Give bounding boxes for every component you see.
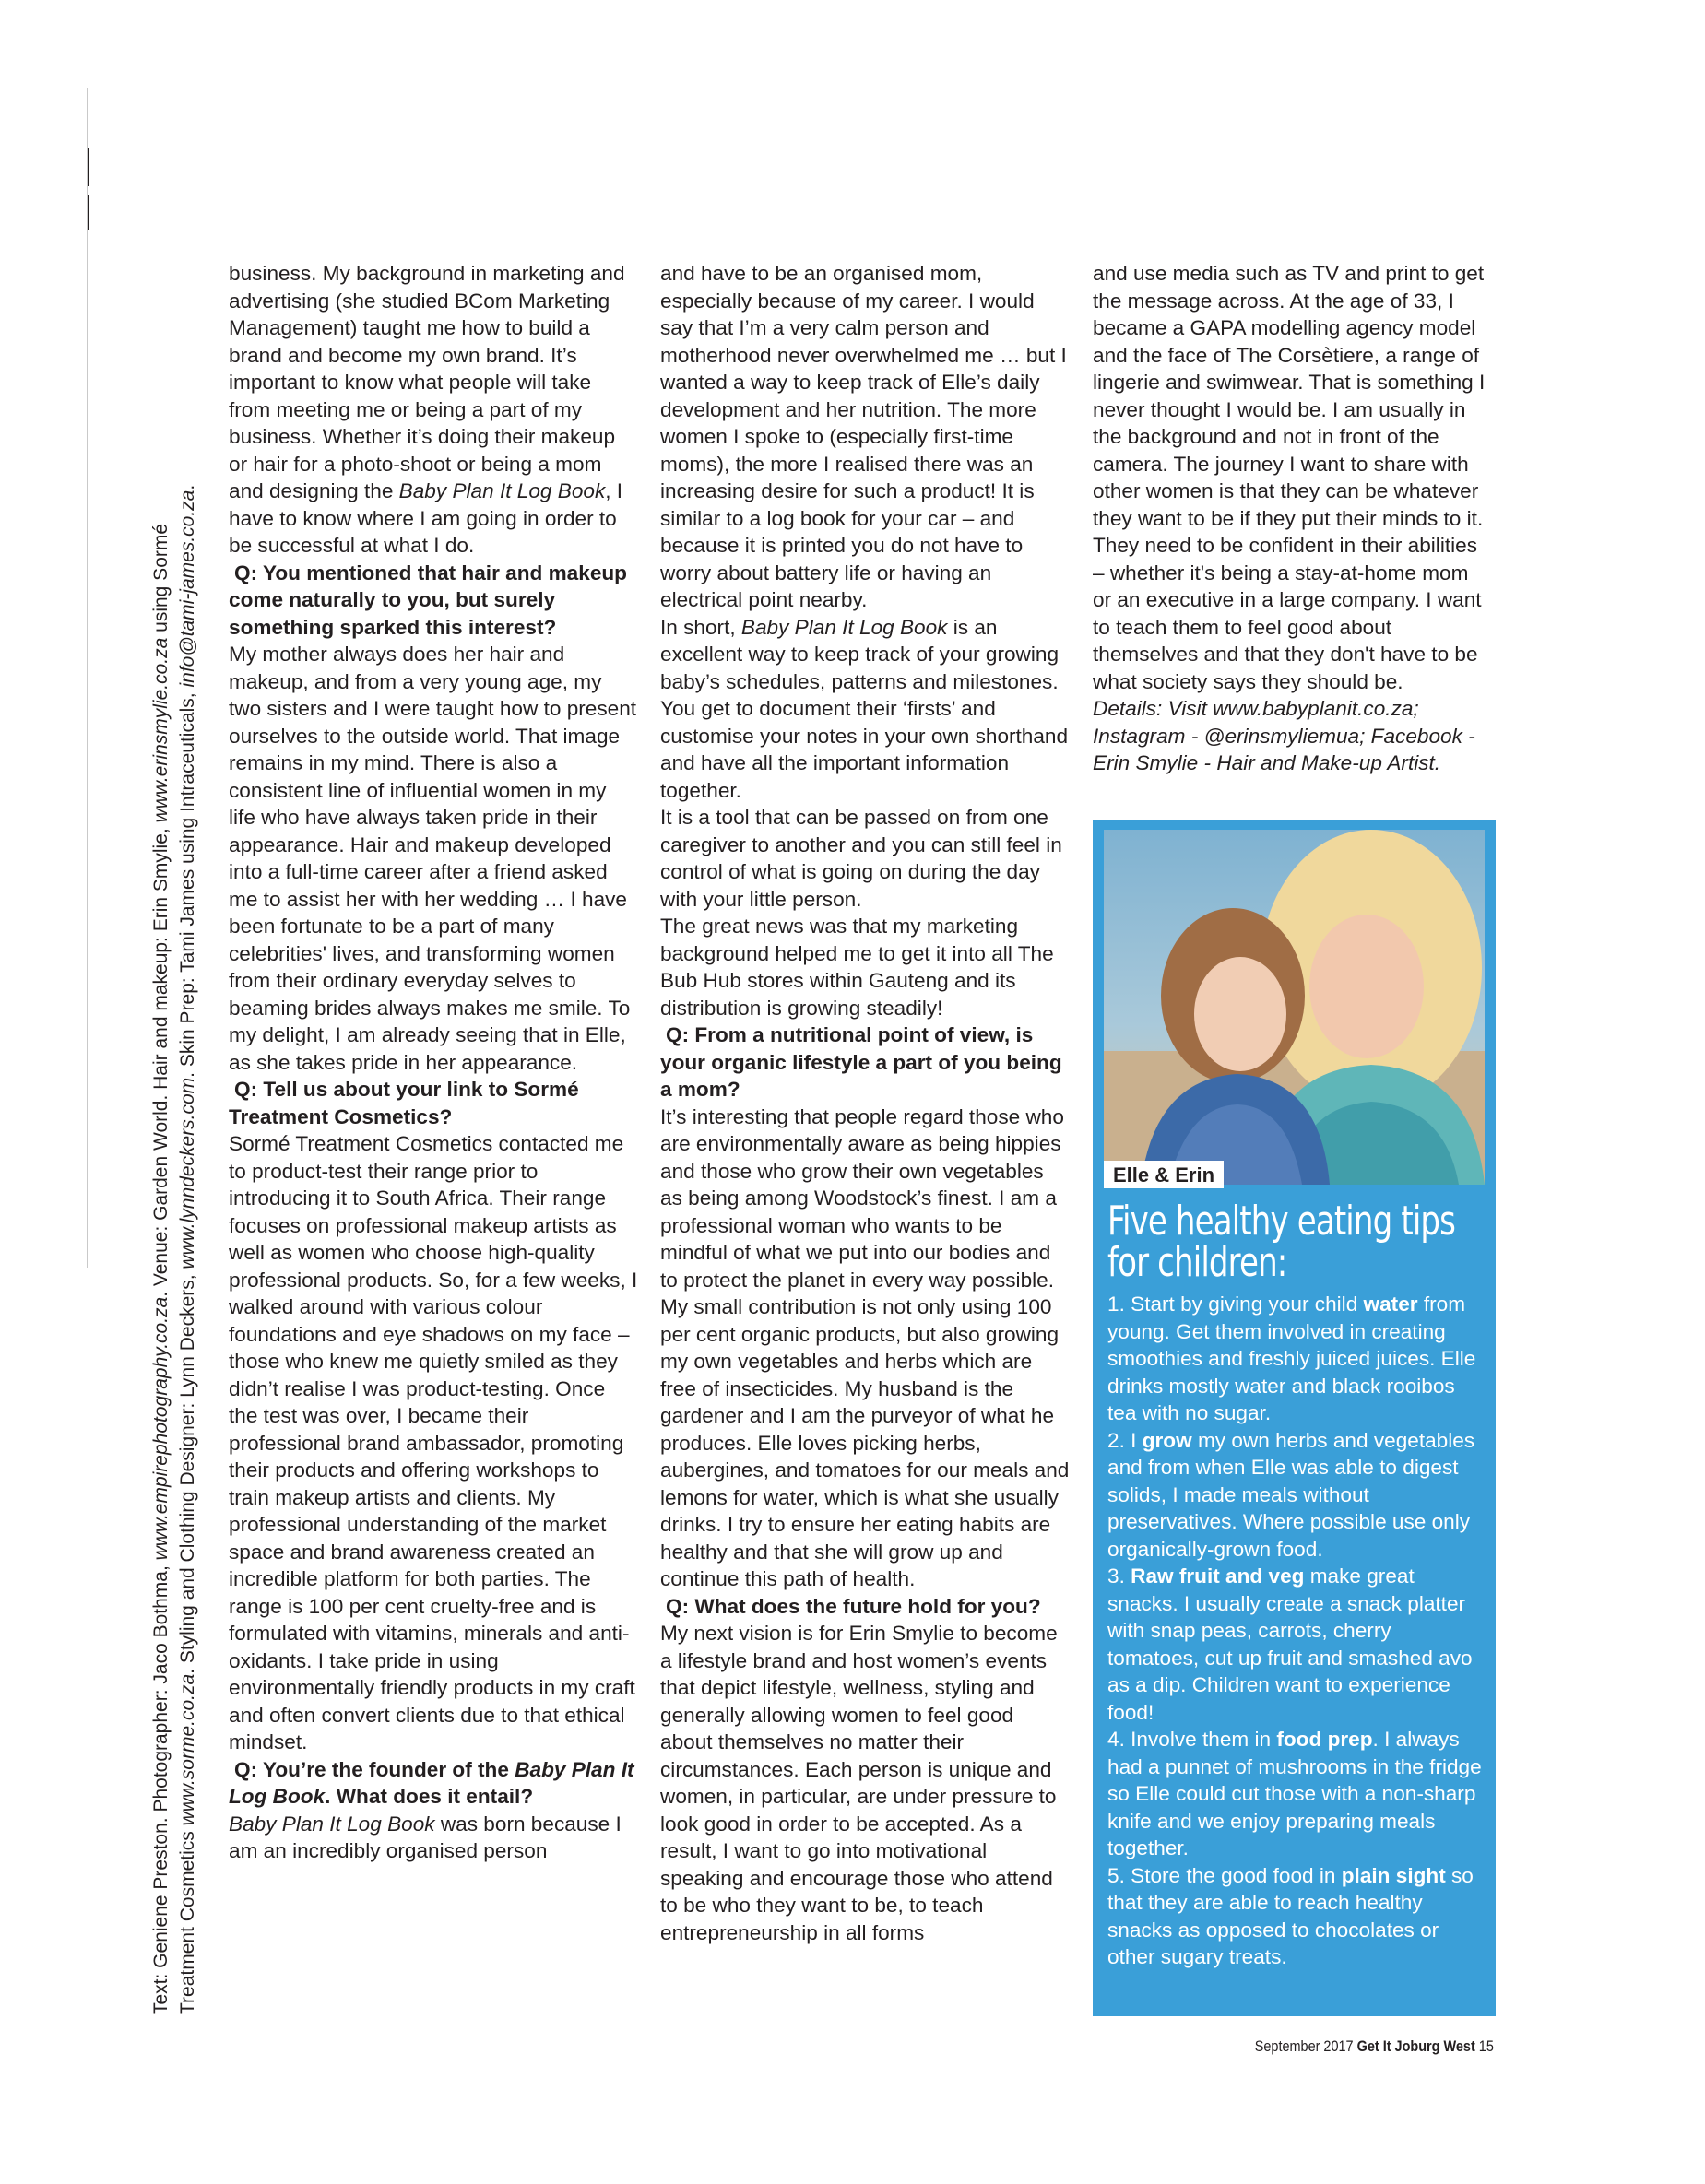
- article-column-3: [1093, 260, 1489, 777]
- question-heading: Q: Tell us about your link to Sormé Treatment Cosmetics?: [229, 1078, 579, 1128]
- paragraph: It is a tool that can be passed on from one caregiver to another and you can still feel in control of what is going on during the day with your little person.: [660, 806, 1062, 911]
- mother-daughter-photo: [1104, 830, 1485, 1185]
- question-heading: Q: What does the future hold for you?: [666, 1594, 1041, 1618]
- tip-item: 1. Start by giving your child water from young. Get them involved in creating smoothies and freshly juiced juices. Elle drinks mostly water and black rooibos tea with no sugar.: [1107, 1293, 1476, 1424]
- photo-credits: [148, 263, 201, 2014]
- credits-line-1: Text: Geniene Preston. Photographer: Jaco Bothma, www.empirephotography.co.za. Venue: Garden World. Hair and makeup: Erin Smylie, www.erinsmylie.co.za using Sormé: [150, 523, 172, 2014]
- paragraph: and use media such as TV and print to get the message across. At the age of 33, I became a GAPA modelling agency model and the face of The Corsètiere, a range of lingerie and swimwear. That is something I never thought I would be. I am usually in the background and not in front of the camera. The journey I want to share with other women is that they can be whatever they want to be if they put their minds to it. They need to be confident in their abilities – whether it's being a stay-at-home mom or an executive in a large company. I want to teach them to feel good about themselves and that they don't have to be what society says they should be.: [1093, 262, 1486, 693]
- credits-line-2: Treatment Cosmetics www.sorme.co.za. Styling and Clothing Designer: Lynn Deckers, www.lynndeckers.com. Skin Prep: Tami James using Intraceuticals, info@tami-james.co.za.: [177, 484, 198, 2014]
- question-heading: Q: You’re the founder of the Baby Plan It Log Book. What does it entail?: [229, 1757, 634, 1808]
- details-text: Details: Visit www.babyplanit.co.za; Instagram - @erinsmyliemua; Facebook - Erin Smylie - Hair and Make-up Artist.: [1093, 697, 1475, 774]
- paragraph: My mother always does her hair and makeup, and from a very young age, my two sisters and I were taught how to present ourselves to the outside world. That image remains in my mind. There is also a consistent line of influential women in my life who have always taken pride in their appearance. Hair and makeup developed into a full-time career after a friend asked me to assist her with her wedding … I have been fortunate to be a part of many celebrities' lives, and transforming women from their ordinary everyday selves to beaming brides always makes me smile. To my delight, I am already seeing that in Elle, as she takes pride in her appearance.: [229, 643, 637, 1074]
- sidebar-title: Five healthy eating tips for children:: [1107, 1198, 1456, 1286]
- tips-list: [1107, 1291, 1486, 1971]
- tip-item: 2. I grow my own herbs and vegetables and from when Elle was able to digest solids, I made meals without preservatives. Where possible use only organically-grown food.: [1107, 1428, 1475, 1561]
- question-heading: Q: You mentioned that hair and makeup come naturally to you, but surely something sparked this interest?: [229, 561, 627, 639]
- page-footer: September 2017 Get It Joburg West 15: [1254, 2037, 1494, 2055]
- tip-item: 4. Involve them in food prep. I always had a punnet of mushrooms in the fridge so Elle could cut those with a non-sharp knife and we enjoy preparing meals together.: [1107, 1728, 1482, 1859]
- tips-sidebar: [1093, 820, 1496, 2016]
- edge-line: [87, 88, 88, 1268]
- paragraph: Baby Plan It Log Book was born because I am an incredibly organised person: [229, 1812, 622, 1862]
- paragraph: My next vision is for Erin Smylie to become a lifestyle brand and host women’s events that depict lifestyle, wellness, styling and generally allowing women to feel good about themselves no matter their circumstances. Each person is unique and women, in particular, are under pressure to look good in order to be accepted. As a result, I want to go into motivational speaking and encourage those who attend to be who they want to be, to teach entrepreneurship in all forms: [660, 1622, 1058, 1944]
- page-number: 15: [1474, 2037, 1494, 2055]
- article-column-1: [229, 260, 638, 1865]
- photo-caption: Elle & Erin: [1104, 1161, 1224, 1188]
- paragraph: In short, Baby Plan It Log Book is an excellent way to keep track of your growing baby’s schedules, patterns and milestones. You get to document their ‘firsts’ and customise your notes in your own shorthand and have all the important information together.: [660, 615, 1069, 802]
- tip-item: 5. Store the good food in plain sight so that they are able to reach healthy snacks as opposed to chocolates or other sugary treats.: [1107, 1863, 1474, 1968]
- photo-illustration: [1104, 830, 1485, 1185]
- paragraph: and have to be an organised mom, especially because of my career. I would say that I’m a very calm person and motherhood never overwhelmed me … but I wanted a way to keep track of Elle’s daily development and her nutrition. The more women I spoke to (especially first-time moms), the more I realised there was an increasing desire for such a product! It is similar to a log book for your car – and because it is printed you do not have to worry about battery life or having an electrical point nearby.: [660, 262, 1067, 611]
- tip-item: 3. Raw fruit and veg make great snacks. I usually create a snack platter with snap peas, carrots, cherry tomatoes, cut up fruit and smashed avo as a dip. Children want to experience food!: [1107, 1564, 1473, 1724]
- paragraph: It’s interesting that people regard those who are environmentally aware as being hippies and those who grow their own vegetables as being among Woodstock’s finest. I am a professional woman who wants to be mindful of what we put into our bodies and to protect the planet in every way possible. My small contribution is not only using 100 per cent organic products, but also growing my own vegetables and herbs which are free of insecticides. My husband is the gardener and I am the purveyor of what he produces. Elle loves picking herbs, aubergines, and tomatoes for our meals and lemons for water, which is what she usually drinks. I try to ensure her eating habits are healthy and that she will grow up and continue this path of health.: [660, 1104, 1070, 1590]
- paragraph: business. My background in marketing and advertising (she studied BCom Marketing Management) taught me how to build a brand and become my own brand. It’s important to know what people will take from meeting me or being a part of my business. Whether it’s doing their makeup or hair for a photo-shoot or being a mom and designing the Baby Plan It Log Book, I have to know where I am going in order to be successful at what I do.: [229, 262, 625, 557]
- article-column-2: [660, 260, 1070, 1946]
- paragraph: The great news was that my marketing background helped me to get it into all The Bub Hub stores within Gauteng and its distribution is growing steadily!: [660, 915, 1054, 1020]
- publication-name: Get It Joburg West: [1356, 2037, 1475, 2055]
- paragraph: Sormé Treatment Cosmetics contacted me to product-test their range prior to introducing it to South Africa. Their range focuses on professional makeup artists as well as women who choose high-quality professional products. So, for a few weeks, I walked around with various colour foundations and eye shadows on my face – those who knew me quietly smiled as they didn’t realise I was product-testing. Once the test was over, I became their professional brand ambassador, promoting their products and offering workshops to train makeup artists and clients. My professional understanding of the market space and brand awareness created an incredible platform for both parties. The range is 100 per cent cruelty-free and is formulated with vitamins, minerals and anti-oxidants. I take pride in using environmentally friendly products in my craft and often convert clients due to that ethical mindset.: [229, 1132, 638, 1753]
- question-heading: Q: From a nutritional point of view, is your organic lifestyle a part of you being a mom?: [660, 1023, 1062, 1101]
